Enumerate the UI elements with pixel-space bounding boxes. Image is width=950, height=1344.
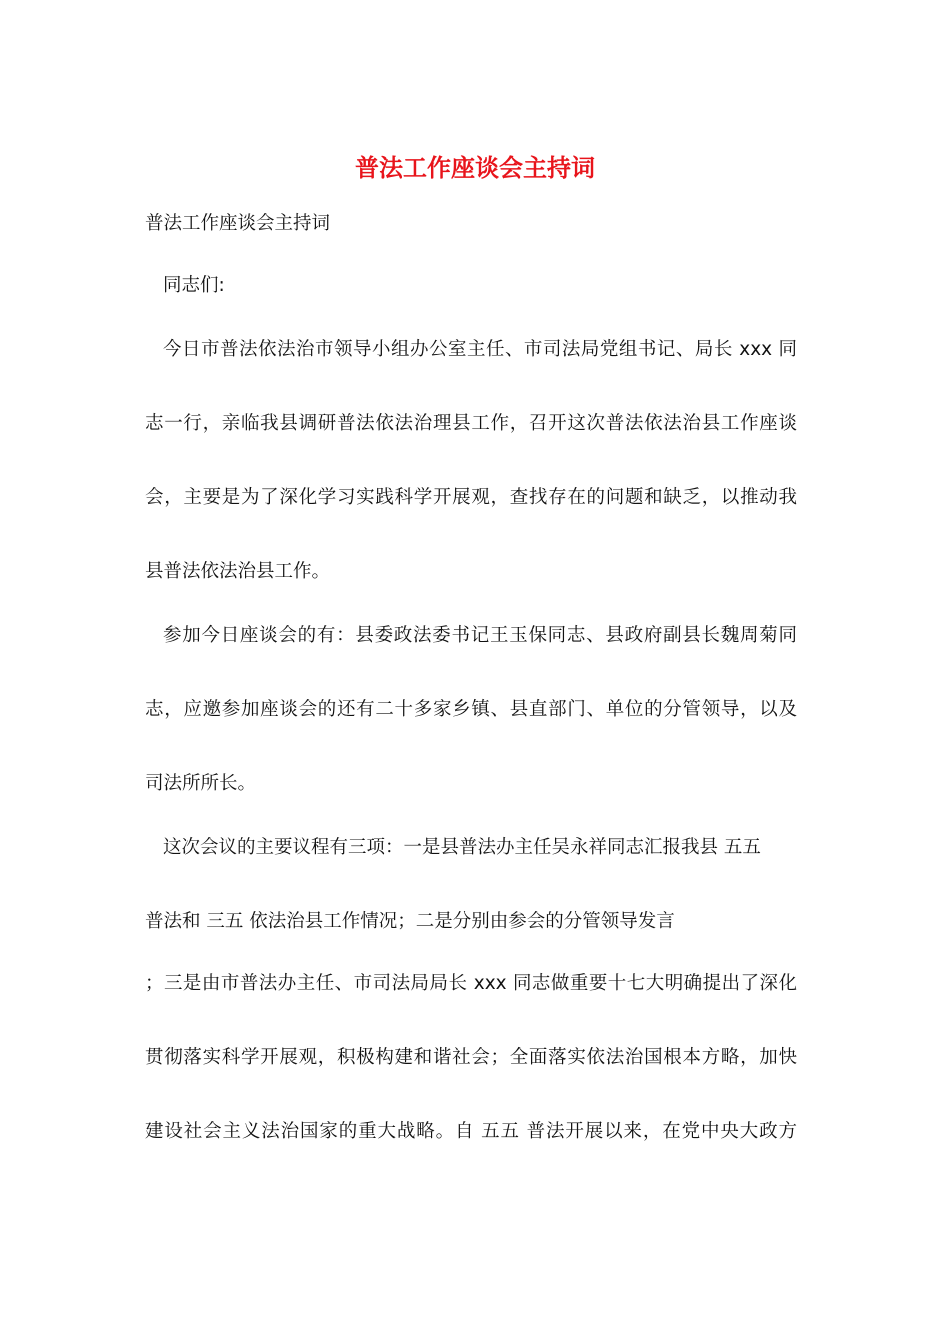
greeting-line: 同志们: bbox=[163, 275, 225, 296]
paragraph-line: 参加今日座谈会的有：县委政法委书记王玉保同志、县政府副县长魏周菊同 bbox=[163, 625, 797, 646]
paragraph-line: 普法和 三五 依法治县工作情况；二是分别由参会的分管领导发言 bbox=[145, 911, 675, 932]
paragraph-line: 会，主要是为了深化学习实践科学开展观，查找存在的问题和缺乏，以推动我 bbox=[145, 487, 797, 508]
paragraph-line: 司法所所长。 bbox=[145, 773, 257, 794]
paragraph-line: 志，应邀参加座谈会的还有二十多家乡镇、县直部门、单位的分管领导，以及 bbox=[145, 699, 797, 720]
paragraph-line: 县普法依法治县工作。 bbox=[145, 561, 331, 582]
paragraph-line: 志一行，亲临我县调研普法依法治理县工作，召开这次普法依法治县工作座谈 bbox=[145, 413, 797, 434]
paragraph-line: 今日市普法依法治市领导小组办公室主任、市司法局党组书记、局长 xxx 同 bbox=[163, 339, 797, 360]
paragraph-line: 贯彻落实科学开展观，积极构建和谐社会；全面落实依法治国根本方略，加快 bbox=[145, 1047, 797, 1068]
paragraph-line: 这次会议的主要议程有三项：一是县普法办主任吴永祥同志汇报我县 五五 bbox=[163, 837, 761, 858]
paragraph-line: 建设社会主义法治国家的重大战略。自 五五 普法开展以来，在党中央大政方 bbox=[145, 1121, 797, 1142]
subtitle-line: 普法工作座谈会主持词 bbox=[145, 213, 331, 234]
paragraph-line: ；三是由市普法办主任、市司法局局长 xxx 同志做重要十七大明确提出了深化 bbox=[145, 973, 797, 994]
document-title: 普法工作座谈会主持词 bbox=[355, 153, 595, 182]
